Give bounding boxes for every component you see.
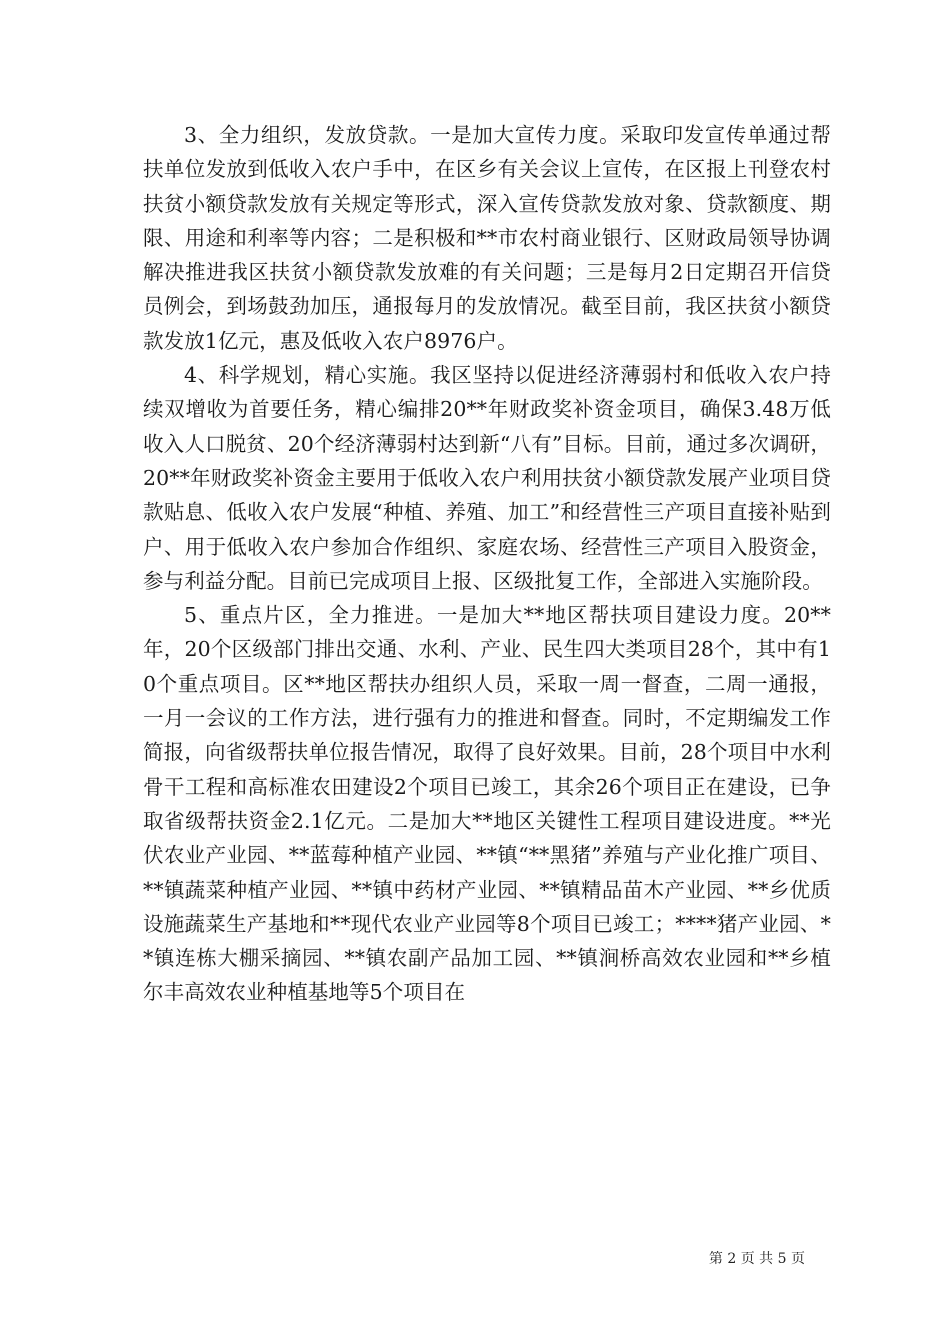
paragraph-5: 5、重点片区，全力推进。一是加大**地区帮扶项目建设力度。20**年，20个区级部门排出交通、水利、产业、民生四大类项目28个，其中有10个重点项目。区**地区帮扶办组织人员，采取一周一督查，二周一通报，一月一会议的工作方法，进行强有力的推进和督查。同时，不定期编发工作简报，向省级帮扶单位报告情况，取得了良好效果。目前，28个项目中水利骨干工程和高标准农田建设2个项目已竣工，其余26个项目正在建设，已争取省级帮扶资金2.1亿元。二是加大**地区关键性工程项目建设进度。**光伏农业产业园、**蓝莓种植产业园、**镇“**黑猪”养殖与产业化推广项目、**镇蔬菜种植产业园、**镇中药材产业园、**镇精品苗木产业园、**乡优质设施蔬菜生产基地和**现代农业产业园等8个项目已竣工；****猪产业园、**镇连栋大棚采摘园、**镇农副产品加工园、**镇涧桥高效农业园和**乡植尔丰高效农业种植基地等5个项目在 xyxy=(143,603,831,1005)
paragraph-3: 3、全力组织，发放贷款。一是加大宣传力度。采取印发宣传单通过帮扶单位发放到低收入农户手中，在区乡有关会议上宣传，在区报上刊登农村扶贫小额贷款发放有关规定等形式，深入宣传贷款发放对象、贷款额度、期限、用途和利率等内容；二是积极和**市农村商业银行、区财政局领导协调解决推进我区扶贫小额贷款发放难的有关问题；三是每月2日定期召开信贷员例会，到场鼓劲加压，通报每月的发放情况。截至目前，我区扶贫小额贷款发放1亿元，惠及低收入农户8976户。 xyxy=(143,123,831,353)
paragraph-4: 4、科学规划，精心实施。我区坚持以促进经济薄弱村和低收入农户持续双增收为首要任务，精心编排20**年财政奖补资金项目，确保3.48万低收入人口脱贫、20个经济薄弱村达到新“八有”目标。目前，通过多次调研，20**年财政奖补资金主要用于低收入农户利用扶贫小额贷款发展产业项目贷款贴息、低收入农户发展“种植、养殖、加工”和经营性三产项目直接补贴到户、用于低收入农户参加合作组织、家庭农场、经营性三产项目入股资金，参与利益分配。目前已完成项目上报、区级批复工作，全部进入实施阶段。 xyxy=(143,363,831,593)
page-number: 第 2 页 共 5 页 xyxy=(708,1251,805,1267)
document-body xyxy=(143,118,831,1010)
